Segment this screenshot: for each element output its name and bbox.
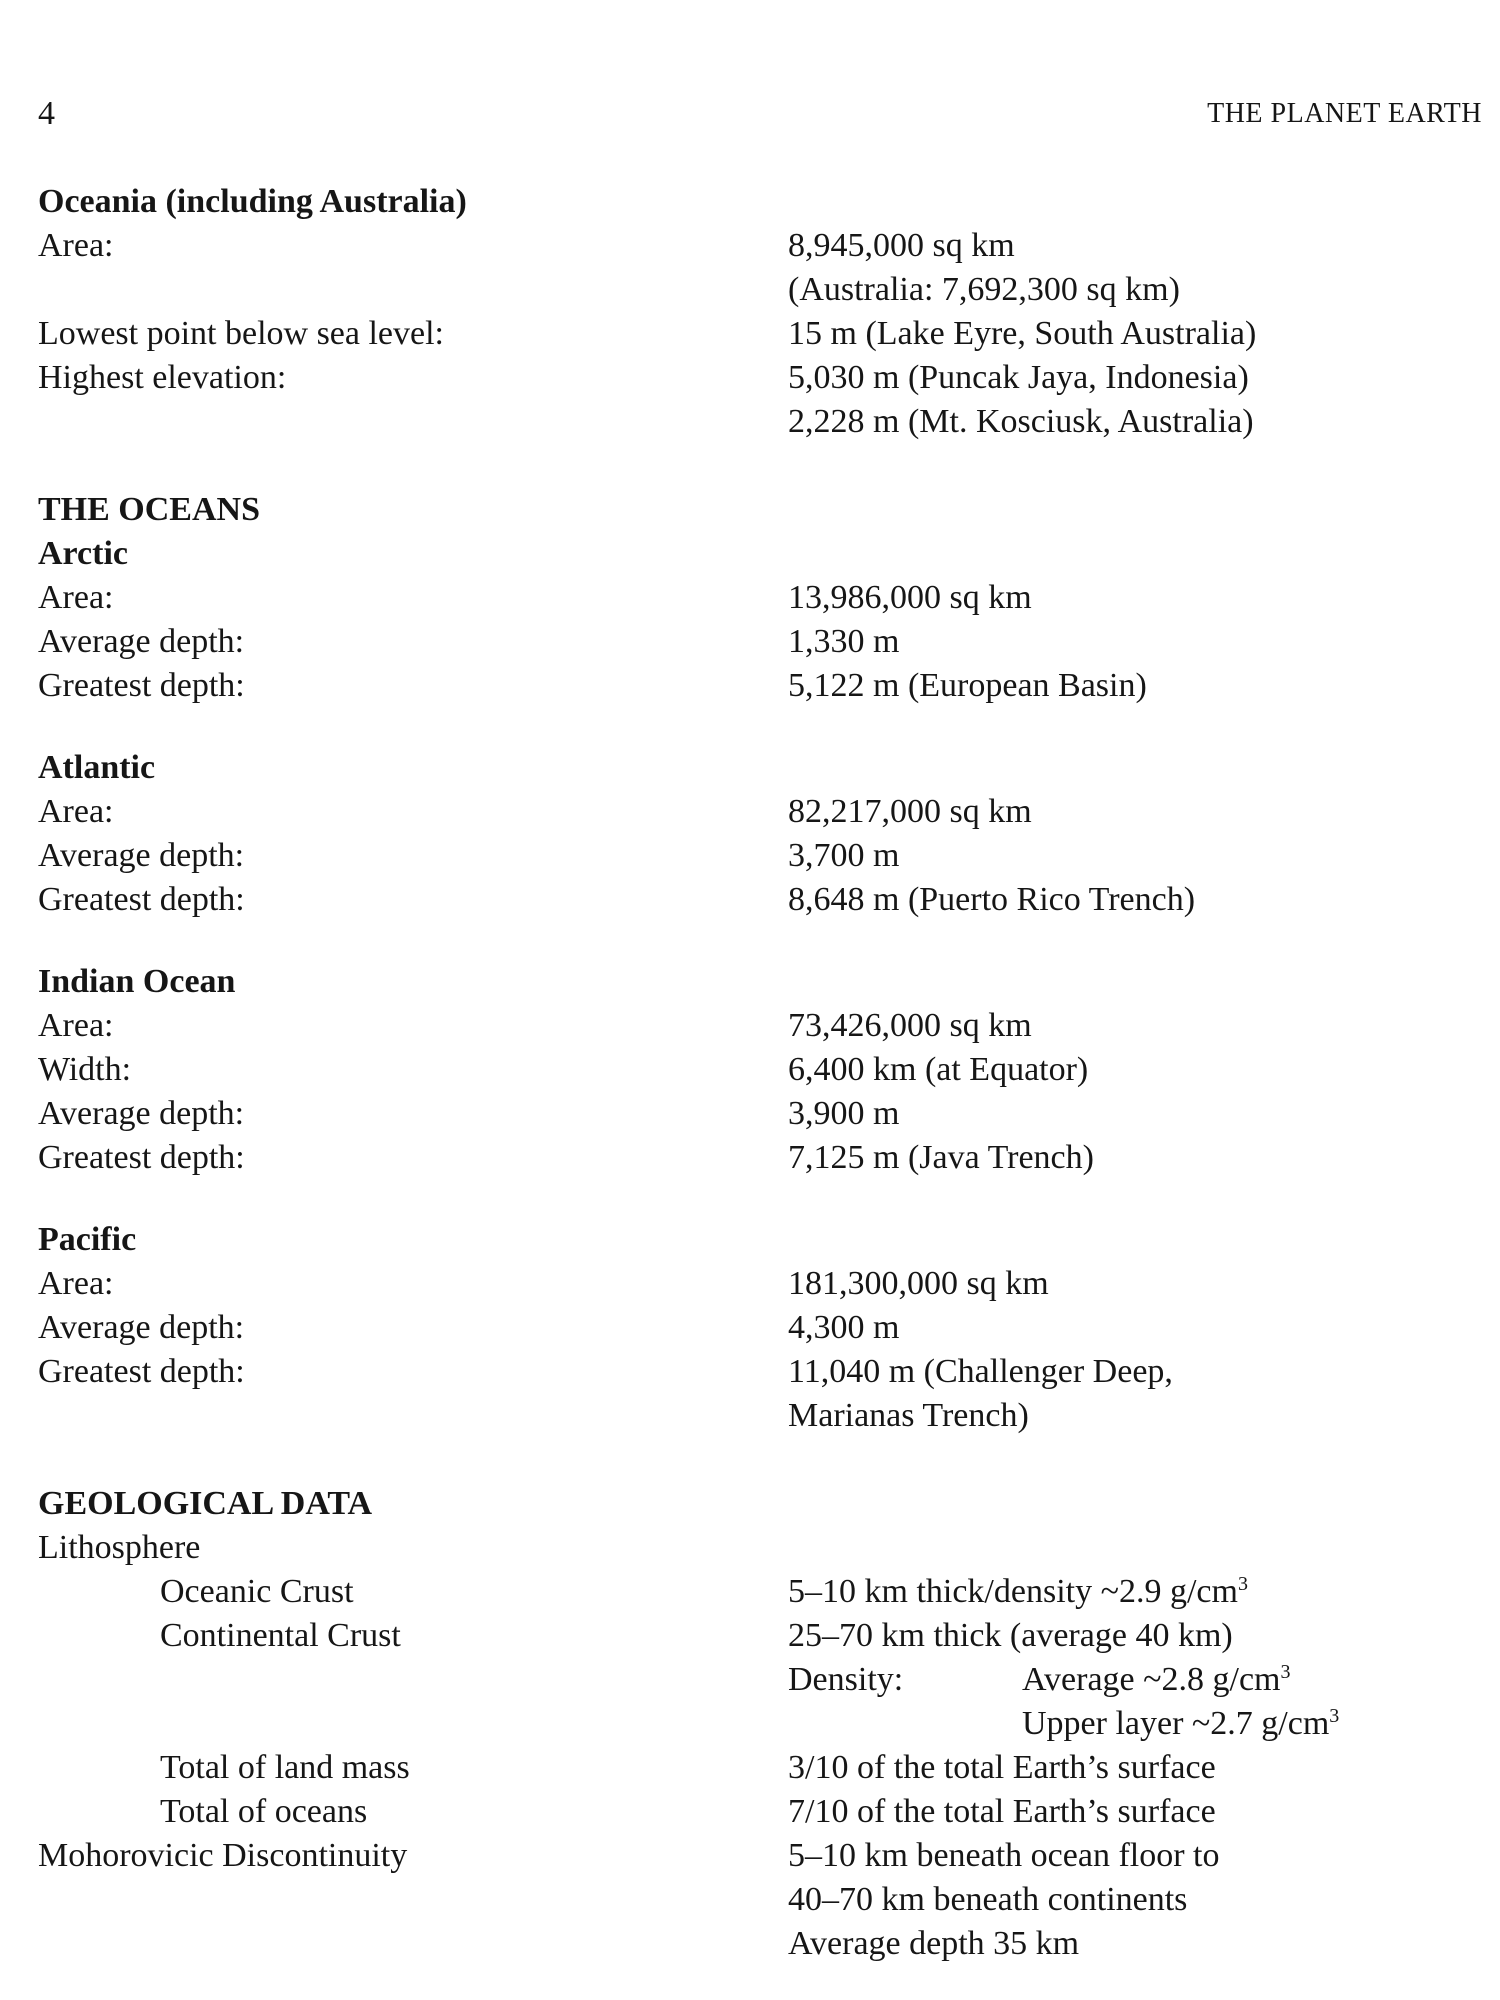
continental-crust-value: 25–70 km thick (average 40 km) [788,1617,1233,1654]
density-average [1022,1658,1291,1702]
oceania-area-value: 8,945,000 sq km [788,227,1015,264]
atlantic-area-value: 82,217,000 sq km [788,793,1032,830]
atlantic-max-label: Greatest depth: [38,881,245,918]
oceanic-crust-text: 5–10 km thick/density ~2.9 g/cm [788,1573,1238,1610]
indian-avg-value: 3,900 m [788,1095,900,1132]
pacific-max-value-1: 11,040 m (Challenger Deep, [788,1353,1173,1390]
moho-value-1: 5–10 km beneath ocean floor to [788,1837,1220,1874]
arctic-area-value: 13,986,000 sq km [788,579,1032,616]
oceania-area-note: (Australia: 7,692,300 sq km) [788,271,1180,308]
pacific-area-value: 181,300,000 sq km [788,1265,1049,1302]
atlantic-max-value: 8,648 m (Puerto Rico Trench) [788,881,1196,918]
cube-exponent: 3 [1280,1661,1291,1683]
oceanic-crust-label: Oceanic Crust [160,1573,354,1610]
land-mass-label: Total of land mass [160,1749,410,1786]
indian-area-value: 73,426,000 sq km [788,1007,1032,1044]
pacific-area-label: Area: [38,1265,114,1302]
arctic-area-label: Area: [38,579,114,616]
moho-value-3: Average depth 35 km [788,1925,1080,1962]
oceans-total-value: 7/10 of the total Earth’s surface [788,1793,1216,1830]
running-head: THE PLANET EARTH [1207,98,1482,129]
indian-max-value: 7,125 m (Java Trench) [788,1139,1094,1176]
arctic-heading: Arctic [38,535,128,572]
density-label: Density: [788,1661,904,1698]
cube-exponent: 3 [1329,1705,1340,1727]
indian-area-label: Area: [38,1007,114,1044]
indian-max-label: Greatest depth: [38,1139,245,1176]
arctic-max-label: Greatest depth: [38,667,245,704]
pacific-avg-value: 4,300 m [788,1309,900,1346]
oceania-lowest-label: Lowest point below sea level: [38,315,445,352]
geology-section-heading: GEOLOGICAL DATA [38,1485,373,1522]
continental-crust-label: Continental Crust [160,1617,401,1654]
page-body [38,180,1478,1966]
atlantic-heading: Atlantic [38,749,156,786]
arctic-avg-label: Average depth: [38,623,245,660]
oceanic-crust-value [788,1570,1248,1614]
oceania-highest-value-1: 5,030 m (Puncak Jaya, Indonesia) [788,359,1249,396]
oceania-heading: Oceania (including Australia) [38,183,467,220]
oceans-total-label: Total of oceans [160,1793,368,1830]
density-upper-text: Upper layer ~2.7 g/cm [1022,1705,1330,1742]
atlantic-avg-label: Average depth: [38,837,245,874]
indian-heading: Indian Ocean [38,963,236,1000]
lithosphere-label: Lithosphere [38,1529,201,1566]
atlantic-area-label: Area: [38,793,114,830]
indian-width-label: Width: [38,1051,132,1088]
indian-avg-label: Average depth: [38,1095,245,1132]
indian-width-value: 6,400 km (at Equator) [788,1051,1089,1088]
page-header [0,92,1500,136]
oceania-lowest-value: 15 m (Lake Eyre, South Australia) [788,315,1257,352]
oceania-area-label: Area: [38,227,114,264]
arctic-max-value: 5,122 m (European Basin) [788,667,1147,704]
page-number: 4 [38,95,55,132]
pacific-heading: Pacific [38,1221,137,1258]
density-upper-layer [1022,1702,1339,1746]
cube-exponent: 3 [1237,1573,1248,1595]
moho-label: Mohorovicic Discontinuity [38,1837,408,1874]
pacific-max-label: Greatest depth: [38,1353,245,1390]
density-average-text: Average ~2.8 g/cm [1022,1661,1281,1698]
land-mass-value: 3/10 of the total Earth’s surface [788,1749,1216,1786]
oceania-highest-label: Highest elevation: [38,359,287,396]
arctic-avg-value: 1,330 m [788,623,900,660]
pacific-avg-label: Average depth: [38,1309,245,1346]
moho-value-2: 40–70 km beneath continents [788,1881,1188,1918]
oceania-highest-value-2: 2,228 m (Mt. Kosciusk, Australia) [788,403,1254,440]
atlantic-avg-value: 3,700 m [788,837,900,874]
oceans-section-heading: THE OCEANS [38,491,260,528]
pacific-max-value-2: Marianas Trench) [788,1397,1029,1434]
